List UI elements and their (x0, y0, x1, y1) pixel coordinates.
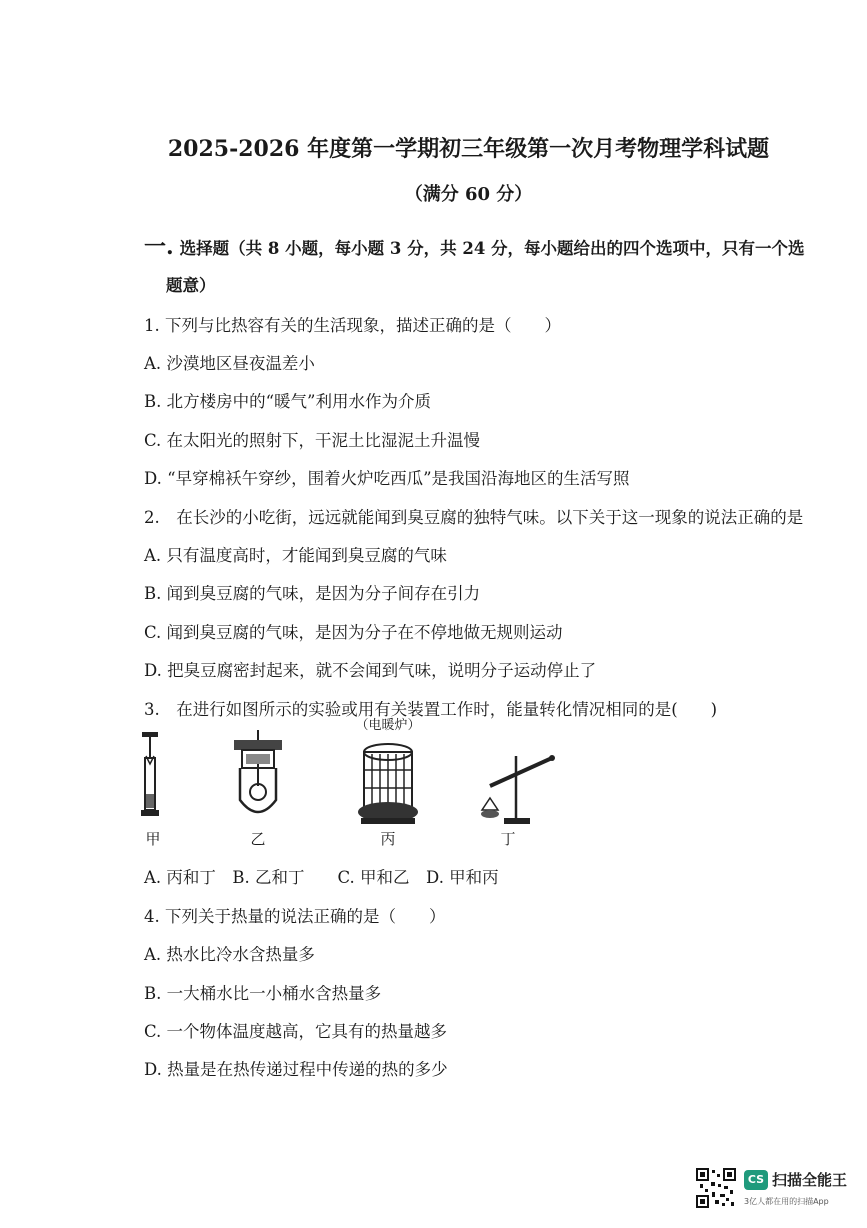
page-subtitle: （满分 60 分） (404, 184, 533, 205)
question-4-option-d: D. 热量是在热传递过程中传递的热的多少 (144, 1060, 448, 1079)
question-4-option-b: B. 一大桶水比一小桶水含热量多 (144, 984, 382, 1003)
question-2-option-c: C. 闻到臭豆腐的气味，是因为分子在不停地做无规则运动 (144, 623, 563, 642)
question-4-stem: 4. 下列关于热量的说法正确的是（ ） (144, 907, 446, 926)
section-number: 一. (144, 234, 174, 260)
figure-yi-engine (228, 728, 288, 828)
figure-caption-heater: （电暖炉） (355, 718, 421, 733)
camscanner-logo-icon: CS (744, 1170, 768, 1190)
page-title: 2025-2026 年度第一学期初三年级第一次月考物理学科试题 (167, 136, 770, 162)
question-2-option-d: D. 把臭豆腐密封起来，就不会闻到气味，说明分子运动停止了 (144, 661, 597, 680)
scanner-watermark (690, 1168, 860, 1216)
figure-label-yi: 乙 (250, 830, 266, 848)
figure-bing-heater (355, 740, 421, 828)
question-1-option-a: A. 沙漠地区昼夜温差小 (144, 354, 315, 373)
qr-code-icon (696, 1168, 736, 1208)
question-1-option-b: B. 北方楼房中的“暖气”利用水作为介质 (144, 392, 431, 411)
figure-label-bing: 丙 (380, 830, 396, 848)
question-3-options: A. 丙和丁 B. 乙和丁 C. 甲和乙 D. 甲和丙 (144, 868, 499, 887)
figure-ding-test-tube (480, 748, 560, 828)
section-heading (144, 230, 805, 261)
figure-label-ding: 丁 (500, 830, 516, 848)
question-4-option-a: A. 热水比冷水含热量多 (144, 945, 315, 964)
question-2-option-a: A. 只有温度高时，才能闻到臭豆腐的气味 (144, 546, 447, 565)
question-1-option-c: C. 在太阳光的照射下，干泥土比湿泥土升温慢 (144, 431, 481, 450)
figure-label-jia: 甲 (145, 830, 161, 848)
app-name: 扫描全能王 (772, 1171, 848, 1189)
figure-jia-syringe (138, 728, 168, 828)
section-instruction-line1: 选择题（共 8 小题，每小题 3 分，共 24 分，每小题给出的四个选项中，只有一个选 (179, 239, 805, 258)
question-4-option-c: C. 一个物体温度越高，它具有的热量越多 (144, 1022, 448, 1041)
app-tagline: 3亿人都在用的扫描App (744, 1197, 829, 1206)
question-2-option-b: B. 闻到臭豆腐的气味，是因为分子间存在引力 (144, 584, 481, 603)
question-1-option-d: D. “早穿棉袄午穿纱，围着火炉吃西瓜”是我国沿海地区的生活写照 (144, 469, 630, 488)
section-instruction-line2: 题意） (166, 276, 216, 295)
question-3-figures (130, 718, 570, 853)
question-1-stem: 1. 下列与比热容有关的生活现象，描述正确的是（ ） (144, 316, 561, 335)
question-3-stem: 3. 在进行如图所示的实验或用有关装置工作时，能量转化情况相同的是( ) (144, 700, 718, 719)
question-2-stem: 2. 在长沙的小吃街，远远就能闻到臭豆腐的独特气味。以下关于这一现象的说法正确的是 (144, 508, 804, 527)
